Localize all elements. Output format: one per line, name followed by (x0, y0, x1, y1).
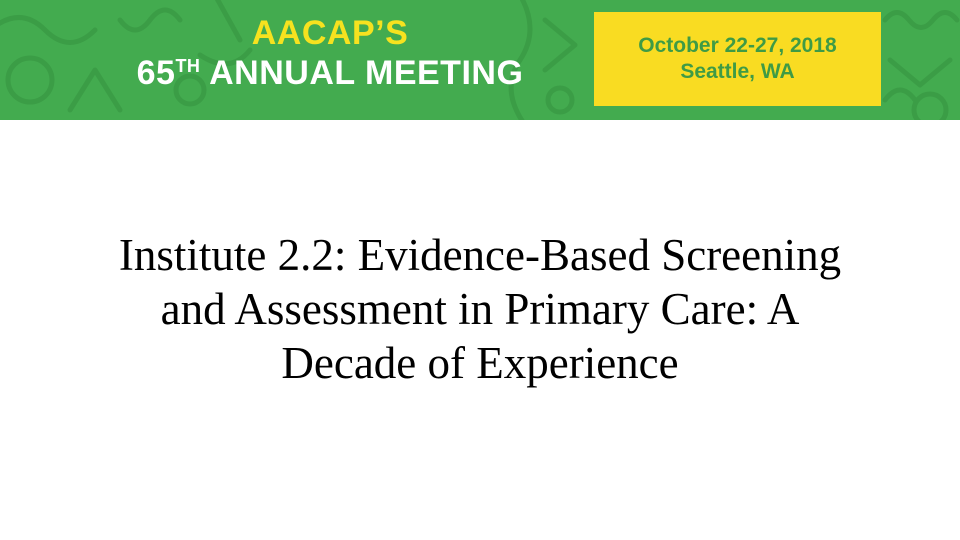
date-location-box (594, 12, 881, 106)
ordinal-suffix: TH (175, 56, 201, 76)
meeting-name: ANNUAL MEETING (209, 54, 524, 92)
meeting-dates: October 22-27, 2018 (638, 33, 837, 57)
org-name: AACAP’S (251, 14, 409, 52)
title-line-3: Decade of Experience (281, 338, 679, 388)
meeting-location: Seattle, WA (680, 60, 795, 83)
ordinal-number: 65 (136, 54, 176, 92)
meeting-title (110, 16, 550, 90)
annual-meeting-line (110, 56, 550, 90)
slide-title (30, 228, 930, 390)
header-banner (0, 0, 960, 120)
title-line-2: and Assessment in Primary Care: A (160, 284, 800, 334)
title-line-1: Institute 2.2: Evidence-Based Screening (118, 230, 842, 280)
